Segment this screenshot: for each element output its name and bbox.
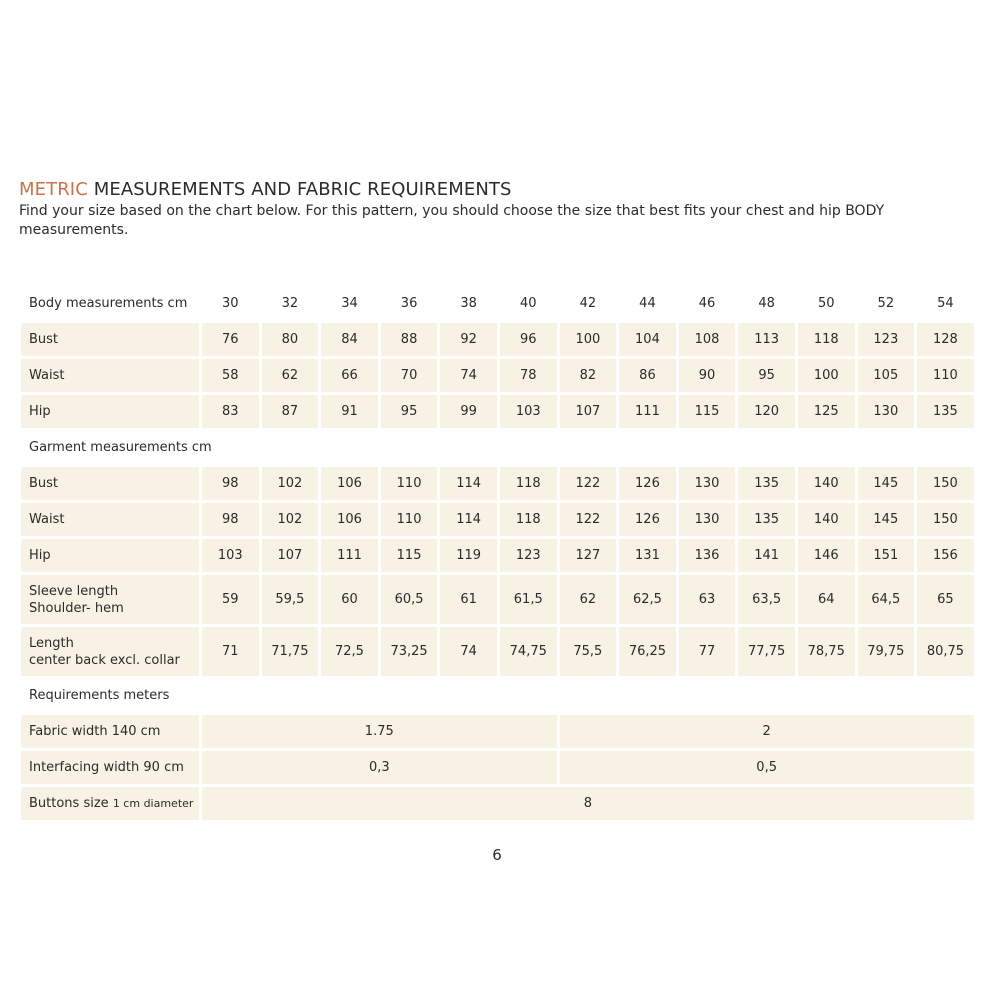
- table-row: [21, 395, 974, 428]
- table-cell: 64: [798, 575, 855, 624]
- table-cell: 145: [858, 467, 915, 500]
- table-cell: 79,75: [858, 627, 915, 676]
- size-header: 52: [877, 295, 895, 311]
- table-cell: 106: [321, 503, 378, 536]
- table-cell: 73,25: [381, 627, 438, 676]
- table-cell: 114: [440, 503, 497, 536]
- table-cell: 105: [858, 359, 915, 392]
- size-header: 40: [519, 295, 537, 311]
- table-cell: 141: [738, 539, 795, 572]
- fabric-label: Fabric width 140 cm: [21, 715, 199, 748]
- fabric-row: [21, 715, 974, 748]
- table-cell: 58: [202, 359, 259, 392]
- table-cell: 135: [917, 395, 974, 428]
- table-cell: 115: [381, 539, 438, 572]
- row-label-text: Bust: [29, 331, 59, 347]
- row-label-text: Length: [29, 635, 74, 651]
- table-cell: 146: [798, 539, 855, 572]
- section-label-garment: Garment measurements cm: [29, 439, 212, 455]
- table-cell: 127: [560, 539, 617, 572]
- buttons-label-small: 1 cm diameter: [112, 796, 194, 810]
- table-cell: 61: [440, 575, 497, 624]
- row-label: [21, 395, 199, 428]
- table-cell: 86: [619, 359, 676, 392]
- table-cell: 111: [321, 539, 378, 572]
- section-row-garment: [21, 431, 974, 464]
- table-cell: 110: [381, 503, 438, 536]
- table-cell: 113: [738, 323, 795, 356]
- table-cell: 110: [381, 467, 438, 500]
- table-cell: 107: [560, 395, 617, 428]
- table-cell: 135: [738, 467, 795, 500]
- row-label-text: Waist: [29, 511, 65, 527]
- table-cell: 122: [560, 503, 617, 536]
- interfacing-row: [21, 751, 974, 784]
- section-label-body: Body measurements cm: [29, 295, 188, 311]
- row-label-text: Waist: [29, 367, 65, 383]
- table-cell: 64,5: [858, 575, 915, 624]
- table-cell: 76: [202, 323, 259, 356]
- size-header: 50: [817, 295, 835, 311]
- table-cell: 62: [560, 575, 617, 624]
- table-cell: 84: [321, 323, 378, 356]
- row-label: [21, 539, 199, 572]
- table-cell: 114: [440, 467, 497, 500]
- table-cell: 63: [679, 575, 736, 624]
- row-label-subtext: center back excl. collar: [29, 652, 180, 668]
- table-cell: 98: [202, 503, 259, 536]
- table-row: [21, 359, 974, 392]
- table-cell: 126: [619, 467, 676, 500]
- table-cell: 95: [381, 395, 438, 428]
- table-cell: 106: [321, 467, 378, 500]
- table-cell: 130: [858, 395, 915, 428]
- table-cell: 62: [262, 359, 319, 392]
- buttons-label: [21, 787, 199, 820]
- table-cell: 78: [500, 359, 557, 392]
- row-label: [21, 575, 199, 624]
- table-cell: 115: [679, 395, 736, 428]
- table-cell: 60,5: [381, 575, 438, 624]
- table-cell: 88: [381, 323, 438, 356]
- row-label: [21, 627, 199, 676]
- table-row: [21, 467, 974, 500]
- table-cell: 74,75: [500, 627, 557, 676]
- table-cell: 123: [500, 539, 557, 572]
- row-label-text: Bust: [29, 475, 59, 491]
- row-label-text: Hip: [29, 403, 51, 419]
- fabric-value-small-sizes: 1.75: [202, 715, 557, 748]
- table-cell: 77,75: [738, 627, 795, 676]
- table-cell: 130: [679, 503, 736, 536]
- table-cell: 145: [858, 503, 915, 536]
- table-cell: 150: [917, 503, 974, 536]
- buttons-value: 8: [202, 787, 974, 820]
- table-cell: 82: [560, 359, 617, 392]
- title-rest: MEASUREMENTS AND FABRIC REQUIREMENTS: [87, 179, 512, 200]
- table-cell: 140: [798, 467, 855, 500]
- measurement-table: [18, 284, 977, 823]
- page-title: [19, 178, 512, 202]
- table-cell: 118: [500, 503, 557, 536]
- interfacing-value-large-sizes: 0,5: [560, 751, 974, 784]
- table-cell: 80: [262, 323, 319, 356]
- row-label: [21, 359, 199, 392]
- table-cell: 74: [440, 627, 497, 676]
- table-cell: 76,25: [619, 627, 676, 676]
- table-cell: 74: [440, 359, 497, 392]
- table-cell: 90: [679, 359, 736, 392]
- buttons-label-text: Buttons size: [29, 795, 109, 811]
- section-row-requirements: [21, 679, 974, 712]
- table-cell: 83: [202, 395, 259, 428]
- table-cell: 61,5: [500, 575, 557, 624]
- size-header: 48: [758, 295, 775, 311]
- table-cell: 100: [798, 359, 855, 392]
- table-cell: 136: [679, 539, 736, 572]
- table-cell: 108: [679, 323, 736, 356]
- table-cell: 122: [560, 467, 617, 500]
- fabric-value-large-sizes: 2: [560, 715, 974, 748]
- table-cell: 135: [738, 503, 795, 536]
- table-cell: 60: [321, 575, 378, 624]
- size-header: 54: [937, 295, 954, 311]
- table-cell: 91: [321, 395, 378, 428]
- size-header-row: [21, 287, 974, 320]
- size-header: 42: [579, 295, 597, 311]
- buttons-row: [21, 787, 974, 820]
- table-row: [21, 627, 974, 676]
- table-row: [21, 323, 974, 356]
- table-cell: 62,5: [619, 575, 676, 624]
- table-cell: 99: [440, 395, 497, 428]
- table-cell: 156: [917, 539, 974, 572]
- size-header: 36: [400, 295, 418, 311]
- size-header: 34: [341, 295, 358, 311]
- table-cell: 150: [917, 467, 974, 500]
- table-row: [21, 575, 974, 624]
- table-cell: 130: [679, 467, 736, 500]
- table-cell: 77: [679, 627, 736, 676]
- table-cell: 119: [440, 539, 497, 572]
- table-cell: 102: [262, 503, 319, 536]
- table-cell: 98: [202, 467, 259, 500]
- table-cell: 87: [262, 395, 319, 428]
- table-cell: 71: [202, 627, 259, 676]
- table-cell: 118: [798, 323, 855, 356]
- table-cell: 103: [500, 395, 557, 428]
- table-cell: 111: [619, 395, 676, 428]
- table-cell: 102: [262, 467, 319, 500]
- table-cell: 66: [321, 359, 378, 392]
- table-cell: 96: [500, 323, 557, 356]
- table-cell: 65: [917, 575, 974, 624]
- size-header: 38: [460, 295, 477, 311]
- row-label: [21, 503, 199, 536]
- interfacing-value-small-sizes: 0,3: [202, 751, 557, 784]
- table-row: [21, 503, 974, 536]
- table-cell: 128: [917, 323, 974, 356]
- table-cell: 126: [619, 503, 676, 536]
- size-header: 30: [222, 295, 239, 311]
- table-cell: 72,5: [321, 627, 378, 676]
- row-label-text: Hip: [29, 547, 51, 563]
- table-cell: 75,5: [560, 627, 617, 676]
- intro-text: Find your size based on the chart below. For this pattern, you should choose the size that best fits your chest and hip BODY measurements.: [19, 203, 885, 238]
- table-cell: 95: [738, 359, 795, 392]
- row-label: [21, 467, 199, 500]
- row-label-subtext: Shoulder- hem: [29, 600, 124, 616]
- size-header: 32: [281, 295, 299, 311]
- interfacing-label: Interfacing width 90 cm: [21, 751, 199, 784]
- table-cell: 71,75: [262, 627, 319, 676]
- table-cell: 59,5: [262, 575, 319, 624]
- table-cell: 123: [858, 323, 915, 356]
- size-header: 46: [698, 295, 716, 311]
- table-cell: 107: [262, 539, 319, 572]
- table-cell: 92: [440, 323, 497, 356]
- table-cell: 70: [381, 359, 438, 392]
- table-cell: 59: [202, 575, 259, 624]
- table-cell: 120: [738, 395, 795, 428]
- table-cell: 80,75: [917, 627, 974, 676]
- table-cell: 140: [798, 503, 855, 536]
- table-cell: 78,75: [798, 627, 855, 676]
- size-header: 44: [639, 295, 656, 311]
- row-label-text: Sleeve length: [29, 583, 119, 599]
- table-cell: 100: [560, 323, 617, 356]
- title-accent: METRIC: [19, 179, 88, 200]
- table-cell: 125: [798, 395, 855, 428]
- page-number: 6: [492, 846, 502, 864]
- row-label: [21, 323, 199, 356]
- table-cell: 103: [202, 539, 259, 572]
- section-label-requirements: Requirements meters: [29, 687, 170, 703]
- table-cell: 63,5: [738, 575, 795, 624]
- table-cell: 118: [500, 467, 557, 500]
- table-row: [21, 539, 974, 572]
- table-cell: 110: [917, 359, 974, 392]
- table-cell: 104: [619, 323, 676, 356]
- table-cell: 131: [619, 539, 676, 572]
- table-cell: 151: [858, 539, 915, 572]
